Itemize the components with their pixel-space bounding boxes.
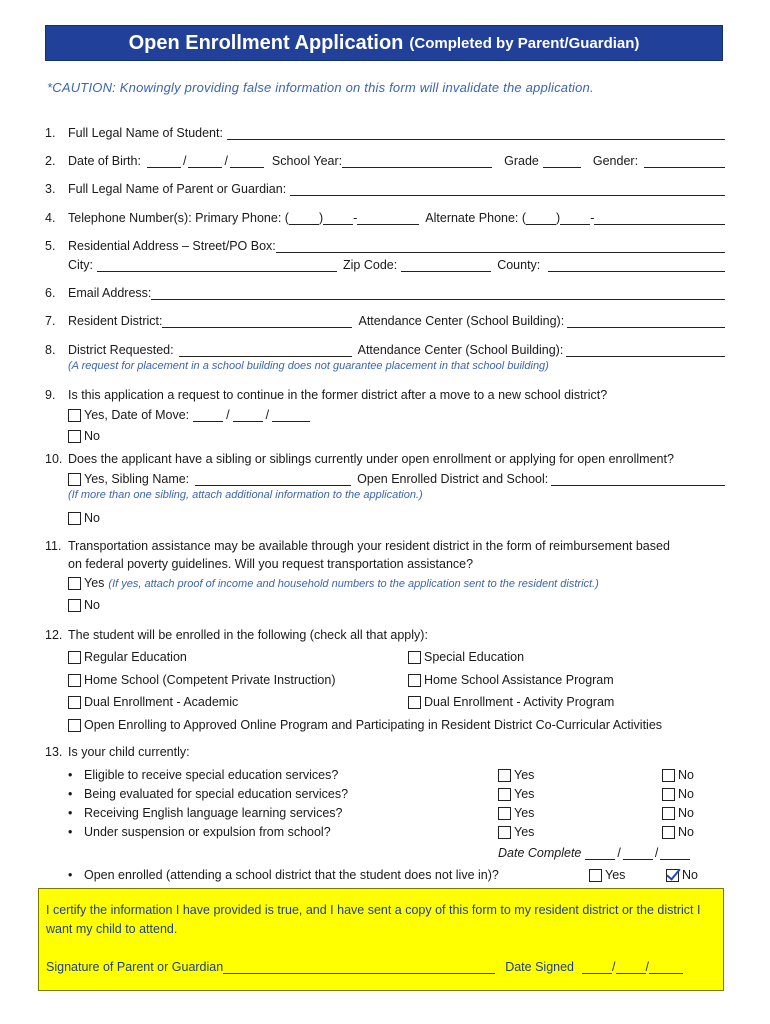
form-subtitle: (Completed by Parent/Guardian) bbox=[409, 34, 640, 52]
question-8: 8. District Requested: Attendance Center (School Building): bbox=[45, 342, 725, 357]
city-label: City: bbox=[68, 258, 93, 272]
q11-no-row bbox=[68, 598, 100, 612]
certification-text: I certify the information I have provided is true, and I have sent a copy of this form to my resident district or the district I want my child to attend. bbox=[46, 903, 701, 936]
q10-yes-checkbox[interactable] bbox=[68, 473, 81, 486]
grade-field[interactable] bbox=[543, 153, 581, 168]
email-field[interactable] bbox=[151, 285, 725, 300]
q13-item-4-yes: Yes bbox=[498, 825, 534, 839]
option-dual-academic: Dual Enrollment - Academic bbox=[68, 695, 238, 709]
student-name-field[interactable] bbox=[227, 125, 725, 140]
requested-district-field[interactable] bbox=[179, 342, 352, 357]
home-school-assistance-checkbox[interactable] bbox=[408, 674, 421, 687]
special-ed-no-checkbox[interactable] bbox=[662, 769, 675, 782]
date-complete-row: Date Complete / / bbox=[498, 845, 690, 860]
alternate-phone-label: Alternate Phone: ( bbox=[425, 211, 527, 225]
q10-yes-row bbox=[68, 471, 725, 486]
zip-label: Zip Code: bbox=[343, 258, 398, 272]
dob-day-field[interactable] bbox=[188, 153, 222, 168]
q9-yes-label: Yes, Date of Move: bbox=[84, 408, 190, 422]
dob-year-field[interactable] bbox=[230, 153, 264, 168]
question-6: 6. Email Address: bbox=[45, 285, 725, 300]
move-month-field[interactable] bbox=[193, 407, 223, 422]
primary-phone-label: Telephone Number(s): Primary Phone: ( bbox=[68, 211, 289, 225]
gender-field[interactable] bbox=[644, 153, 725, 168]
q13-item-1-yes: Yes bbox=[498, 768, 534, 782]
date-signed-day-field[interactable] bbox=[616, 959, 646, 974]
date-complete-label: Date Complete bbox=[498, 846, 582, 860]
option-home-school: Home School (Competent Private Instruction) bbox=[68, 673, 336, 687]
option-dual-activity: Dual Enrollment - Activity Program bbox=[408, 695, 614, 709]
q10-yes-label: Yes, Sibling Name: bbox=[84, 472, 190, 486]
option-special-education: Special Education bbox=[408, 650, 524, 664]
signature-field[interactable] bbox=[223, 959, 495, 974]
q13-item-open-enrolled: • Open enrolled (attending a school district that the student does not live in)? bbox=[68, 868, 499, 882]
student-name-label: Full Legal Name of Student: bbox=[68, 126, 223, 140]
form-title-bar bbox=[45, 25, 723, 61]
grade-label: Grade bbox=[504, 154, 539, 168]
sibling-note: (If more than one sibling, attach additional information to the application.) bbox=[68, 489, 423, 501]
certification-box bbox=[38, 888, 724, 991]
question-4: 4. Telephone Number(s): Primary Phone: ( ) - Alternate Phone: ( ) - bbox=[45, 210, 725, 225]
open-enrolled-no-checkbox[interactable] bbox=[666, 869, 679, 882]
open-enrolled-yes-checkbox[interactable] bbox=[589, 869, 602, 882]
q9-yes-checkbox[interactable] bbox=[68, 409, 81, 422]
email-label: Email Address: bbox=[68, 286, 152, 300]
q9-no-label: No bbox=[84, 429, 100, 443]
question-12-text: The student will be enrolled in the following (check all that apply): bbox=[68, 628, 428, 642]
q10-no-checkbox[interactable] bbox=[68, 512, 81, 525]
zip-field[interactable] bbox=[401, 257, 491, 272]
q13-item-suspension: • Under suspension or expulsion from school? bbox=[68, 825, 331, 839]
open-enrolled-no: No bbox=[666, 868, 698, 882]
date-signed-month-field[interactable] bbox=[582, 959, 612, 974]
city-field[interactable] bbox=[97, 257, 337, 272]
question-5: 5. Residential Address – Street/PO Box: bbox=[45, 238, 725, 253]
question-11: 11. Transportation assistance may be available through your resident district in the form of reimbursement based bbox=[45, 539, 670, 553]
dual-activity-checkbox[interactable] bbox=[408, 696, 421, 709]
street-label: Residential Address – Street/PO Box: bbox=[68, 239, 276, 253]
q11-no-label: No bbox=[84, 598, 100, 612]
question-1: 1. Full Legal Name of Student: bbox=[45, 125, 725, 140]
question-9: 9. Is this application a request to continue in the former district after a move to a new school district? bbox=[45, 388, 608, 402]
q13-item-2-no: No bbox=[662, 787, 694, 801]
q13-item-special-ed: • Eligible to receive special education services? bbox=[68, 768, 339, 782]
resident-district-field[interactable] bbox=[162, 313, 352, 328]
alternate-phone-line-field[interactable] bbox=[594, 210, 725, 225]
street-field[interactable] bbox=[276, 238, 725, 253]
special-ed-yes-checkbox[interactable] bbox=[498, 769, 511, 782]
question-10: 10. Does the applicant have a sibling or siblings currently under open enrollment or applying for open enrollment? bbox=[45, 452, 674, 466]
evaluated-yes-checkbox[interactable] bbox=[498, 788, 511, 801]
q9-no-row bbox=[68, 429, 100, 443]
option-online-program: Open Enrolling to Approved Online Program and Participating in Resident District Co-Curricular Activities bbox=[68, 718, 662, 732]
home-school-checkbox[interactable] bbox=[68, 674, 81, 687]
q10-no-label: No bbox=[84, 511, 100, 525]
q13-item-4-no: No bbox=[662, 825, 694, 839]
question-11-text-1: Transportation assistance may be available through your resident district in the form of reimbursement based bbox=[68, 539, 670, 553]
q11-yes-checkbox[interactable] bbox=[68, 577, 81, 590]
school-year-label: School Year: bbox=[271, 154, 343, 168]
primary-phone-line-field[interactable] bbox=[357, 210, 419, 225]
move-day-field[interactable] bbox=[233, 407, 263, 422]
regular-education-checkbox[interactable] bbox=[68, 651, 81, 664]
move-year-field[interactable] bbox=[272, 407, 310, 422]
q9-no-checkbox[interactable] bbox=[68, 430, 81, 443]
q9-yes-row: Yes, Date of Move: / / bbox=[68, 407, 310, 422]
q11-no-checkbox[interactable] bbox=[68, 599, 81, 612]
q13-item-1-no: No bbox=[662, 768, 694, 782]
requested-attendance-field[interactable] bbox=[566, 342, 725, 357]
parent-name-field[interactable] bbox=[290, 181, 725, 196]
sibling-district-field[interactable] bbox=[551, 471, 725, 486]
question-13: 13. Is your child currently: bbox=[45, 745, 190, 759]
parent-name-label: Full Legal Name of Parent or Guardian: bbox=[68, 182, 287, 196]
question-10-text: Does the applicant have a sibling or siblings currently under open enrollment or applying for open enrollment? bbox=[68, 452, 674, 466]
question-2: 2. Date of Birth: / / School Year: Grade Gender: bbox=[45, 153, 725, 168]
question-12: 12. The student will be enrolled in the following (check all that apply): bbox=[45, 628, 428, 642]
county-field[interactable] bbox=[548, 257, 725, 272]
question-5-city-row bbox=[68, 257, 725, 272]
evaluated-no-checkbox[interactable] bbox=[662, 788, 675, 801]
requested-attendance-label: Attendance Center (School Building): bbox=[357, 343, 564, 357]
requested-district-label: District Requested: bbox=[68, 343, 174, 357]
dob-label: Date of Birth: bbox=[68, 154, 141, 168]
caution-text: *CAUTION: Knowingly providing false information on this form will invalidate the application. bbox=[47, 80, 594, 95]
ell-no-checkbox[interactable] bbox=[662, 807, 675, 820]
resident-attendance-field[interactable] bbox=[567, 313, 725, 328]
sibling-district-label: Open Enrolled District and School: bbox=[357, 472, 549, 486]
date-complete-year-field[interactable] bbox=[660, 845, 690, 860]
sibling-name-field[interactable] bbox=[195, 471, 351, 486]
primary-phone-prefix-field[interactable] bbox=[323, 210, 353, 225]
suspension-no-checkbox[interactable] bbox=[662, 826, 675, 839]
date-complete-day-field[interactable] bbox=[623, 845, 653, 860]
ell-yes-checkbox[interactable] bbox=[498, 807, 511, 820]
question-11-text-2: on federal poverty guidelines. Will you request transportation assistance? bbox=[68, 557, 474, 571]
date-signed-year-field[interactable] bbox=[649, 959, 683, 974]
school-year-field[interactable] bbox=[342, 153, 492, 168]
date-complete-month-field[interactable] bbox=[585, 845, 615, 860]
option-regular-education: Regular Education bbox=[68, 650, 187, 664]
form-title: Open Enrollment Application bbox=[128, 31, 404, 54]
resident-district-label: Resident District: bbox=[68, 314, 163, 328]
question-13-text: Is your child currently: bbox=[68, 745, 190, 759]
online-program-checkbox[interactable] bbox=[68, 719, 81, 732]
q13-item-3-yes: Yes bbox=[498, 806, 534, 820]
alternate-phone-prefix-field[interactable] bbox=[560, 210, 590, 225]
placement-note: (A request for placement in a school building does not guarantee placement in that school building) bbox=[68, 360, 549, 372]
date-signed-label: Date Signed bbox=[505, 960, 575, 974]
q10-no-row bbox=[68, 511, 100, 525]
resident-attendance-label: Attendance Center (School Building): bbox=[358, 314, 565, 328]
option-home-school-assistance: Home School Assistance Program bbox=[408, 673, 614, 687]
q13-item-evaluated: • Being evaluated for special education services? bbox=[68, 787, 349, 801]
signature-label: Signature of Parent or Guardian bbox=[46, 960, 224, 974]
signature-row: Signature of Parent or Guardian Date Signed / / bbox=[46, 959, 718, 974]
q11-yes-label: Yes bbox=[84, 576, 105, 590]
question-9-text: Is this application a request to continue in the former district after a move to a new school district? bbox=[68, 388, 608, 402]
county-label: County: bbox=[497, 258, 541, 272]
question-7: 7. Resident District: Attendance Center (School Building): bbox=[45, 313, 725, 328]
suspension-yes-checkbox[interactable] bbox=[498, 826, 511, 839]
question-3: 3. Full Legal Name of Parent or Guardian: bbox=[45, 181, 725, 196]
transport-note: (If yes, attach proof of income and household numbers to the application sent to the resident district.) bbox=[108, 578, 599, 590]
dob-month-field[interactable] bbox=[147, 153, 181, 168]
gender-label: Gender: bbox=[592, 154, 639, 168]
q13-item-ell: • Receiving English language learning services? bbox=[68, 806, 343, 820]
alternate-phone-area-field[interactable] bbox=[526, 210, 556, 225]
open-enrolled-yes: Yes bbox=[589, 868, 625, 882]
primary-phone-area-field[interactable] bbox=[289, 210, 319, 225]
q11-yes-row bbox=[68, 576, 599, 590]
q13-item-2-yes: Yes bbox=[498, 787, 534, 801]
dual-academic-checkbox[interactable] bbox=[68, 696, 81, 709]
q13-item-3-no: No bbox=[662, 806, 694, 820]
special-education-checkbox[interactable] bbox=[408, 651, 421, 664]
